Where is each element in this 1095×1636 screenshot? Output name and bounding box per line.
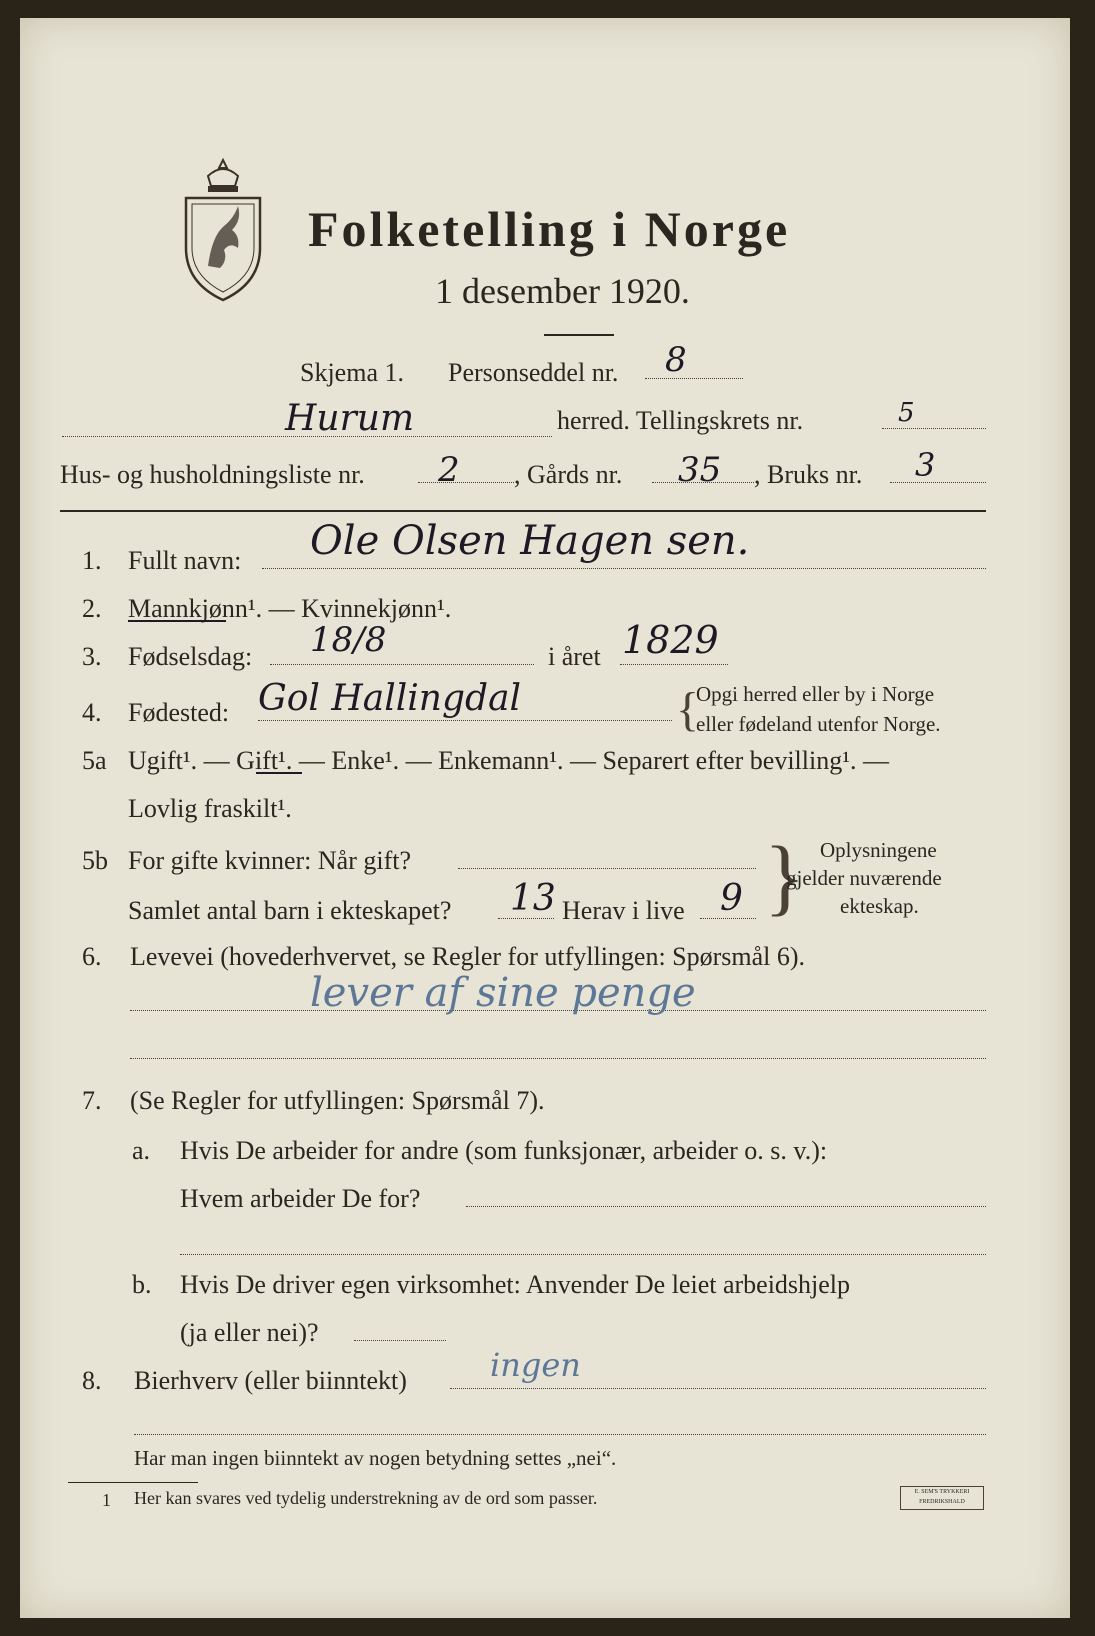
q7a-line-2 <box>180 1254 986 1255</box>
tellingskrets-line <box>882 428 986 429</box>
q2-label: Mannkjønn¹. — Kvinnekjønn¹. <box>128 594 452 623</box>
q3-label: Fødselsdag: <box>128 642 253 671</box>
q8-value: ingen <box>490 1346 581 1384</box>
q7a-label: Hvis De arbeider for andre (som funksjonær, arbeider o. s. v.): <box>180 1136 828 1165</box>
skjema-label: Skjema 1. <box>300 358 404 387</box>
q5b-barn-label: Samlet antal barn i ekteskapet? <box>128 896 452 925</box>
q7a-letter: a. <box>132 1136 151 1165</box>
q2-number: 2. <box>82 594 102 623</box>
q3-year-label: i året <box>548 642 601 671</box>
q7a-label-2: Hvem arbeider De for? <box>180 1184 421 1213</box>
husliste-value: 2 <box>438 450 460 490</box>
personseddel-value: 8 <box>665 340 687 380</box>
q7a-line-1 <box>466 1206 986 1207</box>
footnote-text: Her kan svares ved tydelig understrekning av de ord som passer. <box>134 1488 598 1508</box>
q4-label: Fødested: <box>128 698 230 727</box>
q5b-barn-value: 13 <box>510 878 556 919</box>
husliste-line <box>418 482 514 483</box>
q3-value: 18/8 <box>310 620 387 660</box>
bruks-label: , Bruks nr. <box>754 460 863 489</box>
q4-number: 4. <box>82 698 102 727</box>
q4-note-line2: eller fødeland utenfor Norge. <box>696 712 941 736</box>
q4-brace: { <box>676 683 700 736</box>
q7b-label: Hvis De driver egen virksomhet: Anvender De leiet arbeidshjelp <box>180 1270 851 1299</box>
q8-line-1 <box>450 1388 986 1389</box>
q7b-letter: b. <box>132 1270 152 1299</box>
q5b-live-label: Herav i live <box>562 896 685 925</box>
form-title: Folketelling i Norge <box>308 201 791 257</box>
census-date: 1 desember 1920. <box>435 271 690 311</box>
q6-number: 6. <box>82 942 102 971</box>
q5b-number: 5b <box>82 846 108 875</box>
q7-label: (Se Regler for utfyllingen: Spørsmål 7). <box>130 1086 545 1115</box>
note-nei: Har man ingen biinntekt av nogen betydning settes „nei“. <box>134 1446 617 1470</box>
q5b-note-line3: ekteskap. <box>840 894 919 918</box>
q5b-label: For gifte kvinner: Når gift? <box>128 846 412 875</box>
q2-underline-mark <box>128 620 226 622</box>
q3-line <box>270 664 534 665</box>
q5a-label: Ugift¹. — Gift¹. — Enke¹. — Enkemann¹. — Separert efter bevilling¹. — <box>128 746 890 775</box>
q5a-number: 5a <box>82 746 107 775</box>
q3-number: 3. <box>82 642 102 671</box>
q1-value: Ole Olsen Hagen sen. <box>310 518 750 564</box>
personseddel-line <box>645 378 743 379</box>
gards-label: , Gårds nr. <box>514 460 623 489</box>
q4-line <box>258 720 672 721</box>
q5a-underline-mark <box>256 772 302 774</box>
q8-number: 8. <box>82 1366 102 1395</box>
q8-label: Bierhverv (eller biinntekt) <box>134 1366 407 1395</box>
printer-stamp: E. SEM'S TRYKKERI FREDRIKSHALD <box>900 1486 984 1510</box>
tellingskrets-value: 5 <box>898 398 915 428</box>
q5b-note-line2: gjelder nuværende <box>786 866 942 890</box>
q7b-label-2: (ja eller nei)? <box>180 1318 319 1347</box>
q6-value: lever af sine penge <box>310 970 696 1016</box>
herred-label: herred. Tellingskrets nr. <box>557 406 804 435</box>
footnote-rule <box>68 1482 198 1483</box>
footnote-number: 1 <box>102 1490 111 1510</box>
q7-number: 7. <box>82 1086 102 1115</box>
q1-number: 1. <box>82 546 102 575</box>
q4-note-line1: Opgi herred eller by i Norge <box>696 682 935 706</box>
q1-label: Fullt navn: <box>128 546 242 575</box>
coat-of-arms-icon <box>178 156 268 306</box>
header-rule <box>60 510 986 512</box>
q5b-live-value: 9 <box>720 878 743 919</box>
q3-year-value: 1829 <box>622 618 719 662</box>
personseddel-label: Personseddel nr. <box>448 358 619 387</box>
census-form-page <box>20 18 1070 1618</box>
herred-value: Hurum <box>285 398 415 439</box>
q4-value: Gol Hallingdal <box>258 678 522 719</box>
gards-value: 35 <box>678 450 722 490</box>
q6-label: Levevei (hovederhvervet, se Regler for utfyllingen: Spørsmål 6). <box>130 942 806 971</box>
q5b-note-line1: Oplysningene <box>820 838 937 862</box>
q1-line <box>262 568 986 569</box>
bruks-line <box>890 482 986 483</box>
q5b-brace: } <box>764 828 806 924</box>
q5b-gift-line <box>458 868 756 869</box>
husliste-label: Hus- og husholdningsliste nr. <box>60 460 365 489</box>
bruks-value: 3 <box>915 446 936 484</box>
q3-year-line <box>620 664 728 665</box>
q8-line-2 <box>134 1434 986 1435</box>
title-divider <box>544 334 614 336</box>
q7b-line <box>354 1340 446 1341</box>
q6-line-2 <box>130 1058 986 1059</box>
q5a-label-2: Lovlig fraskilt¹. <box>128 794 292 823</box>
